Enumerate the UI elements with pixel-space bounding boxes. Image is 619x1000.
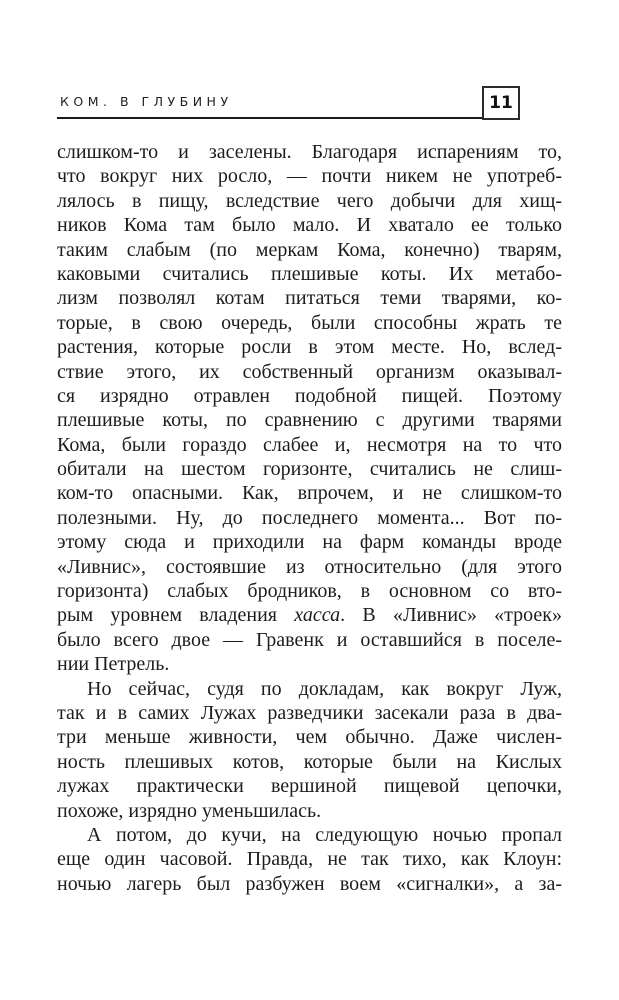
text-line: этому сюда и приходили на фарм команды вроде xyxy=(57,531,562,554)
header-rule xyxy=(57,117,482,119)
text-line: каковыми считались плешивые коты. Их метабо- xyxy=(57,262,562,285)
text-line: лялось в пищу, вследствие чего добычи для хищ- xyxy=(57,189,562,212)
text-line: было всего двое — Гравенк и оставшийся в поселе- xyxy=(57,628,562,651)
text-line: ся изрядно отравлен подобной пищей. Поэтому xyxy=(57,384,562,407)
text-line: полезными. Ну, до последнего момента... Вот по- xyxy=(57,506,562,529)
paragraph xyxy=(57,677,562,823)
text-line: ночью лагерь был разбужен воем «сигналки», а за- xyxy=(57,872,562,895)
text-line: ком-то опасными. Как, впрочем, и не слишком-то xyxy=(57,482,562,505)
page-number: 11 xyxy=(489,93,513,113)
text-line: что вокруг них росло, — почти никем не употреб- xyxy=(57,165,562,188)
paragraph xyxy=(57,140,562,677)
text-line: так и в самих Лужах разведчики засекали раза в два- xyxy=(57,701,562,724)
text-line: лизм позволял котам питаться теми тварями, ко- xyxy=(57,287,562,310)
text-line: нии Петрель. xyxy=(57,653,170,676)
page-number-box xyxy=(482,86,520,120)
text-line: А потом, до кучи, на следующую ночью пропал xyxy=(87,823,562,846)
text-line: Но сейчас, судя по докладам, как вокруг Луж, xyxy=(87,677,562,700)
text-run: рым уровнем владения xyxy=(57,604,295,627)
text-line: растения, которые росли в этом месте. Но, вслед- xyxy=(57,336,562,359)
text-line: плешивые коты, по сравнению с другими тварями xyxy=(57,409,562,432)
text-line: слишком-то и заселены. Благодаря испарениям то, xyxy=(57,141,562,163)
text-line: ников Кома там было мало. И хватало ее только xyxy=(57,214,562,237)
text-line: лужах практически вершиной пищевой цепочки, xyxy=(57,775,562,798)
text-line: «Ливнис», состоявшие из относительно (для этого xyxy=(57,555,562,578)
italic-text-run: хасса xyxy=(294,604,341,627)
text-line: еще один часовой. Правда, не так тихо, как Клоун: xyxy=(57,848,562,871)
text-line: похоже, изрядно уменьшилась. xyxy=(57,799,322,822)
text-line: ствие этого, их собственный организм оказывал- xyxy=(57,360,562,383)
text-line: Кома, были гораздо слабее и, несмотря на то что xyxy=(57,433,562,456)
text-line xyxy=(57,603,562,627)
running-title: КОМ. В ГЛУБИНУ xyxy=(60,94,233,109)
text-run: . В «Ливнис» «троек» xyxy=(340,604,563,627)
text-line: торые, в свою очередь, были способны жрать те xyxy=(57,311,562,334)
text-line: таким слабым (по меркам Кома, конечно) тварям, xyxy=(57,238,562,261)
paragraph xyxy=(57,823,562,896)
text-line: ность плешивых котов, которые были на Кислых xyxy=(57,750,562,773)
text-line: три меньше живности, чем обычно. Даже числен- xyxy=(57,726,562,749)
text-block xyxy=(57,140,562,896)
text-line: обитали на шестом горизонте, считались не слиш- xyxy=(57,458,562,481)
text-line: горизонта) слабых бродников, в основном со вто- xyxy=(57,580,562,603)
